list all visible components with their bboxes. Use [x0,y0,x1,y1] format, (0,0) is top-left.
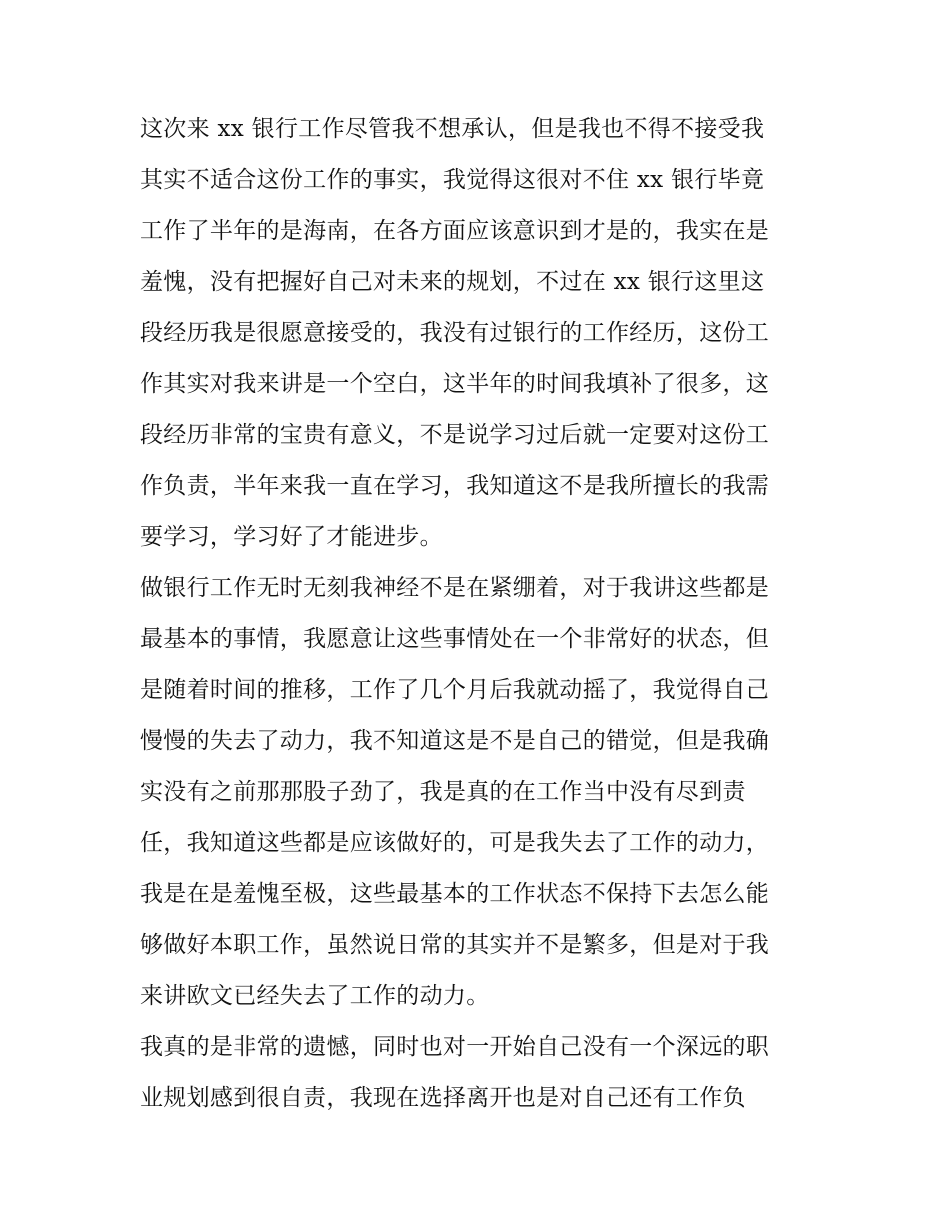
text-line: 其实不适合这份工作的事实，我觉得这很对不住 xx 银行毕竟 [140,167,765,193]
paragraph-1 [140,104,816,563]
paragraph-2 [140,563,816,1022]
paragraph-3 [140,1022,816,1124]
text-line: 段经历我是很愿意接受的，我没有过银行的工作经历，这份工 [140,320,770,346]
text-line: 作负责，半年来我一直在学习，我知道这不是我所擅长的我需 [140,473,770,499]
text-line: 这次来 xx 银行工作尽管我不想承认，但是我也不得不接受我 [140,116,765,142]
text-line: 业规划感到很自责，我现在选择离开也是对自己还有工作负 [140,1085,746,1111]
text-line: 作其实对我来讲是一个空白，这半年的时间我填补了很多，这 [140,371,770,397]
text-line: 慢慢的失去了动力，我不知道这是不是自己的错觉，但是我确 [140,728,770,754]
text-line: 我是在是羞愧至极，这些最基本的工作状态不保持下去怎么能 [140,881,770,907]
text-line: 实没有之前那那股子劲了，我是真的在工作当中没有尽到责 [140,779,746,805]
text-line: 工作了半年的是海南，在各方面应该意识到才是的，我实在是 [140,218,770,244]
text-line: 羞愧，没有把握好自己对未来的规划，不过在 xx 银行这里这 [140,269,765,295]
text-line: 段经历非常的宝贵有意义，不是说学习过后就一定要对这份工 [140,422,770,448]
document-body [140,104,816,1124]
text-line: 最基本的事情，我愿意让这些事情处在一个非常好的状态，但 [140,626,770,652]
text-line: 够做好本职工作，虽然说日常的其实并不是繁多，但是对于我 [140,932,770,958]
text-line: 我真的是非常的遗憾，同时也对一开始自己没有一个深远的职 [140,1034,770,1060]
text-line: 要学习，学习好了才能进步。 [140,524,443,550]
text-line: 做银行工作无时无刻我神经不是在紧绷着，对于我讲这些都是 [140,575,770,601]
text-line: 是随着时间的推移，工作了几个月后我就动摇了，我觉得自己 [140,677,770,703]
text-line: 任，我知道这些都是应该做好的，可是我失去了工作的动力， [140,830,770,856]
text-line: 来讲欧文已经失去了工作的动力。 [140,983,490,1009]
